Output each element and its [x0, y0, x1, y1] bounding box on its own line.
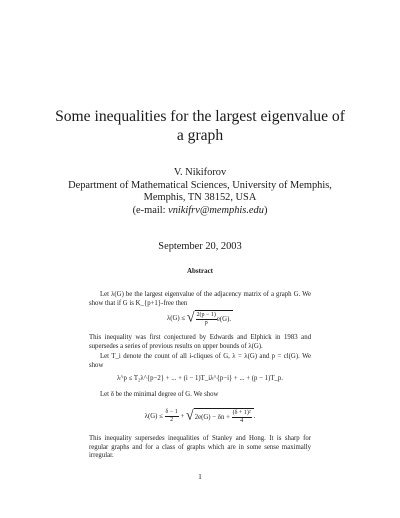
- equation-3: [89, 408, 311, 425]
- eq1-denominator: p: [204, 320, 208, 326]
- equation-2: λ^p ≤ T₂λ^{p−2} + ... + (i − 1)T_iλ^{p−i} + ... + (p − 1)T_p.: [117, 375, 283, 382]
- sqrt-sign: √: [186, 408, 194, 424]
- eq3-radicand: [194, 408, 254, 425]
- eq3-rad-numerator: (δ + 1)²: [232, 410, 251, 416]
- title-line-2: a graph: [176, 127, 224, 144]
- author-name: V. Nikiforov: [173, 167, 227, 178]
- sqrt-sign: √: [186, 310, 195, 326]
- eq1-tail: e(G).: [216, 316, 232, 324]
- eq3-plus: +: [180, 413, 185, 421]
- title-line-1: Some inequalities for the largest eigenvalue of: [55, 108, 345, 125]
- author-affiliation: Department of Mathematical Sciences, University of Memphis,: [68, 179, 332, 191]
- abstract-paragraph-1: Let λ(G) be the largest eigenvalue of the adjacency matrix of a graph G. We show that if G is K_{p+1}-free then: [89, 291, 311, 307]
- abstract-paragraph-5: This inequality supersedes inequalities of Stanley and Hong. It is sharp for regular graphs and for a class of graphs which are in some sense maximally irregular.: [89, 435, 311, 460]
- eq1-fraction: [196, 312, 217, 327]
- paper-title: [0, 107, 400, 145]
- eq3-rad-denominator: 4: [240, 418, 244, 424]
- eq3-fraction: [165, 409, 179, 424]
- abstract-paragraph-3: Let T_i denote the count of all i-cliques of G, λ = λ(G) and p = cl(G). We show: [89, 353, 311, 369]
- abstract-paragraph-2: This inequality was first conjectured by Edwards and Elphick in 1983 and supersedes a series of previous results on upper bounds of λ(G).: [89, 334, 311, 350]
- eq3-frac-denominator: 2: [170, 417, 174, 423]
- abstract-paragraph-4: Let δ be the minimal degree of G. We show: [100, 391, 219, 398]
- abstract-heading: Abstract: [186, 267, 214, 275]
- eq3-radicand-text: 2e(G) − δn +: [194, 414, 230, 422]
- paper-date: September 20, 2003: [158, 241, 242, 252]
- eq1-numerator: 2(p − 1): [196, 312, 216, 318]
- email-prefix: (e-mail:: [132, 204, 169, 216]
- eq3-frac-numerator: δ − 1: [165, 409, 178, 415]
- page-number: 1: [198, 472, 202, 481]
- equation-1: [89, 310, 311, 327]
- eq3-radicand-fraction: [232, 410, 252, 425]
- author-email: vnikifrv@memphis.edu: [168, 204, 264, 216]
- eq1-radicand: [195, 310, 234, 327]
- author-email-line: [0, 205, 400, 218]
- author-block: [0, 167, 400, 217]
- eq3-lhs: λ(G) ≤: [144, 413, 163, 421]
- author-address: Memphis, TN 38152, USA: [143, 192, 257, 204]
- eq3-end: .: [253, 413, 256, 421]
- email-suffix: ): [263, 204, 268, 216]
- eq1-lhs: λ(G) ≤: [166, 315, 186, 323]
